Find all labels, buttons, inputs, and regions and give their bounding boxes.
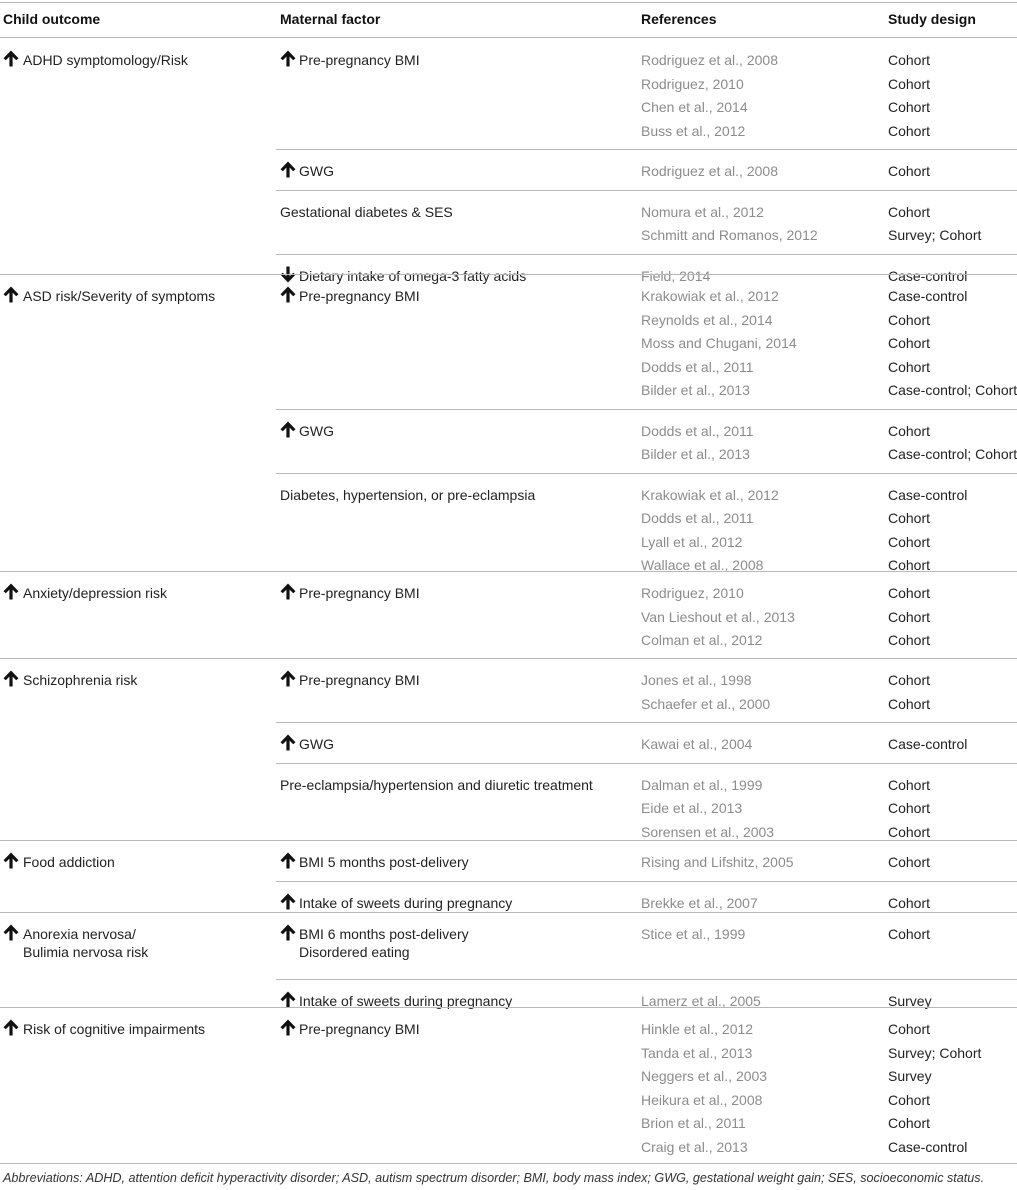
factor-rule [276, 722, 1017, 723]
abbreviations-footnote: Abbreviations: ADHD, attention deficit hyperactivity disorder; ASD, autism spectrum disorder; BMI, body mass index; GWG, gestational weight gain; SES, socioeconomic status. [3, 1171, 985, 1185]
maternal-factor-label: GWG [299, 736, 334, 752]
header-child-outcome: Child outcome [3, 11, 101, 27]
reference-cell: Schmitt and Romanos, 2012 [641, 227, 818, 243]
maternal-factor-label: Pre-pregnancy BMI [299, 1021, 420, 1037]
reference-cell: Stice et al., 1999 [641, 926, 746, 942]
label-line: Bulimia nervosa risk [23, 944, 149, 960]
maternal-factor-label: Gestational diabetes & SES [280, 203, 453, 220]
study-design-cell: Cohort [888, 311, 931, 328]
study-design-cell: Survey [888, 1068, 932, 1084]
maternal-factor-label: Intake of sweets during pregnancy [299, 993, 513, 1009]
outcome-rule [0, 912, 1017, 913]
table-bottom-rule [0, 1163, 1017, 1164]
study-design-cell: Cohort [888, 800, 931, 816]
reference-cell: Neggers et al., 2003 [641, 1068, 768, 1084]
study-design-cell: Cohort [888, 854, 931, 870]
maternal-factor-label: BMI 5 months post-delivery [299, 854, 469, 870]
study-design-cell: Cohort [888, 926, 931, 942]
reference-cell: Krakowiak et al., 2012 [641, 486, 779, 503]
up-arrow-icon [280, 1019, 296, 1036]
factor-rule [276, 190, 1017, 191]
study-design-cell: Cohort [888, 695, 931, 712]
up-arrow-icon [280, 161, 296, 178]
study-design-cell: Survey; Cohort [888, 227, 982, 243]
up-arrow-icon [3, 50, 19, 67]
reference-cell: Colman et al., 2012 [641, 632, 763, 648]
reference-cell: Dodds et al., 2011 [641, 510, 754, 526]
reference-cell: Field, 2014 [641, 267, 711, 284]
maternal-factor-label: Diabetes, hypertension, or pre-eclampsia [280, 486, 536, 503]
reference-cell: Nomura et al., 2012 [641, 203, 764, 220]
up-arrow-icon [280, 583, 296, 600]
maternal-factor-label: GWG [299, 422, 334, 439]
factor-rule [276, 763, 1017, 764]
study-design-cell: Cohort [888, 533, 931, 550]
child-outcome-label [23, 925, 148, 961]
reference-cell: Chen et al., 2014 [641, 99, 748, 115]
label-line: Anorexia nervosa/ [23, 926, 136, 942]
study-design-cell: Cohort [888, 510, 931, 526]
reference-cell: Rodriguez et al., 2008 [641, 52, 778, 68]
child-outcome-label: ASD risk/Severity of symptoms [23, 288, 216, 304]
study-design-cell: Case-control; Cohort [888, 446, 1017, 462]
outcome-rule [0, 658, 1017, 659]
reference-cell: Sorensen et al., 2003 [641, 823, 775, 840]
child-outcome-label: Schizophrenia risk [23, 672, 138, 688]
maternal-factor-label [299, 925, 469, 961]
study-design-cell: Survey [888, 993, 932, 1009]
header-references: References [641, 11, 717, 27]
reference-cell: Jones et al., 1998 [641, 672, 752, 688]
reference-cell: Eide et al., 2013 [641, 800, 743, 816]
reference-cell: Rising and Lifshitz, 2005 [641, 854, 794, 870]
header-maternal-factor: Maternal factor [280, 11, 381, 27]
reference-cell: Bilder et al., 2013 [641, 382, 750, 398]
study-design-cell: Cohort [888, 335, 931, 351]
header-study-design: Study design [888, 11, 976, 27]
study-design-cell: Cohort [888, 122, 931, 139]
up-arrow-icon [280, 991, 296, 1008]
study-design-cell: Cohort [888, 203, 931, 220]
factor-rule [276, 979, 1017, 980]
maternal-factor-label: Pre-pregnancy BMI [299, 288, 420, 304]
reference-cell: Bilder et al., 2013 [641, 446, 750, 462]
reference-cell: Brekke et al., 2007 [641, 894, 758, 911]
reference-cell: Lamerz et al., 2005 [641, 993, 761, 1009]
study-design-cell: Cohort [888, 1091, 931, 1108]
study-design-cell: Case-control [888, 267, 968, 284]
maternal-factor-label: GWG [299, 163, 334, 179]
study-design-cell: Cohort [888, 894, 931, 911]
up-arrow-icon [3, 583, 19, 600]
study-design-cell: Cohort [888, 75, 931, 92]
reference-cell: Kawai et al., 2004 [641, 736, 753, 752]
reference-cell: Brion et al., 2011 [641, 1115, 746, 1131]
outcome-rule [0, 274, 1017, 275]
up-arrow-icon [3, 924, 19, 941]
maternal-factor-label: Intake of sweets during pregnancy [299, 894, 513, 911]
reference-cell: Rodriguez, 2010 [641, 585, 744, 601]
study-design-cell: Case-control [888, 486, 968, 503]
maternal-factor-label: Pre-pregnancy BMI [299, 672, 420, 688]
study-design-cell: Cohort [888, 632, 931, 648]
maternal-factor-label: Pre-pregnancy BMI [299, 52, 420, 68]
up-arrow-icon [3, 286, 19, 303]
up-arrow-icon [280, 50, 296, 67]
study-design-cell: Cohort [888, 776, 931, 793]
factor-rule [276, 149, 1017, 150]
study-design-cell: Cohort [888, 557, 931, 573]
up-arrow-icon [3, 1019, 19, 1036]
up-arrow-icon [280, 286, 296, 303]
study-design-cell: Cohort [888, 358, 931, 375]
reference-cell: Heikura et al., 2008 [641, 1091, 763, 1108]
outcome-rule [0, 571, 1017, 572]
up-arrow-icon [280, 893, 296, 910]
reference-cell: Van Lieshout et al., 2013 [641, 608, 795, 625]
study-design-cell: Cohort [888, 608, 931, 625]
factor-rule [276, 409, 1017, 410]
reference-cell: Moss and Chugani, 2014 [641, 335, 797, 351]
study-design-cell: Cohort [888, 585, 931, 601]
study-design-cell: Case-control [888, 288, 968, 304]
reference-cell: Dodds et al., 2011 [641, 422, 754, 439]
child-outcome-label: Risk of cognitive impairments [23, 1021, 206, 1037]
factor-rule [276, 254, 1017, 255]
reference-cell: Wallace et al., 2008 [641, 557, 764, 573]
study-design-cell: Cohort [888, 52, 931, 68]
study-design-cell: Cohort [888, 823, 931, 840]
study-design-cell: Cohort [888, 99, 931, 115]
study-design-cell: Case-control [888, 736, 968, 752]
factor-rule [276, 881, 1017, 882]
up-arrow-icon [3, 670, 19, 687]
reference-cell: Rodriguez et al., 2008 [641, 163, 778, 179]
study-design-cell: Cohort [888, 672, 931, 688]
study-design-cell: Cohort [888, 1115, 931, 1131]
outcome-rule [0, 1007, 1017, 1008]
reference-cell: Schaefer et al., 2000 [641, 695, 771, 712]
study-design-cell: Survey; Cohort [888, 1044, 982, 1061]
reference-cell: Tanda et al., 2013 [641, 1044, 753, 1061]
reference-cell: Dalman et al., 1999 [641, 776, 763, 793]
up-arrow-icon [280, 734, 296, 751]
study-design-cell: Cohort [888, 1021, 931, 1037]
table-top-rule [0, 2, 1017, 3]
reference-cell: Reynolds et al., 2014 [641, 311, 773, 328]
up-arrow-icon [280, 924, 296, 941]
study-design-cell: Cohort [888, 163, 931, 179]
reference-cell: Krakowiak et al., 2012 [641, 288, 779, 304]
reference-cell: Dodds et al., 2011 [641, 358, 754, 375]
up-arrow-icon [280, 670, 296, 687]
outcome-rule [0, 840, 1017, 841]
reference-cell: Lyall et al., 2012 [641, 533, 743, 550]
up-arrow-icon [3, 852, 19, 869]
child-outcome-label: Food addiction [23, 854, 115, 870]
maternal-factor-label: Dietary intake of omega-3 fatty acids [299, 267, 527, 284]
reference-cell: Rodriguez, 2010 [641, 75, 744, 92]
study-design-cell: Cohort [888, 422, 931, 439]
reference-cell: Hinkle et al., 2012 [641, 1021, 754, 1037]
maternal-factor-label: Pre-pregnancy BMI [299, 585, 420, 601]
label-line: BMI 6 months post-delivery [299, 926, 469, 942]
label-line: Disordered eating [299, 944, 410, 960]
child-outcome-label: ADHD symptomology/Risk [23, 52, 188, 68]
header-rule [0, 37, 1017, 38]
up-arrow-icon [280, 852, 296, 869]
up-arrow-icon [280, 421, 296, 438]
study-design-cell: Case-control; Cohort [888, 382, 1017, 398]
factor-rule [276, 473, 1017, 474]
study-design-cell: Case-control [888, 1138, 968, 1155]
reference-cell: Craig et al., 2013 [641, 1138, 748, 1155]
maternal-factor-label: Pre-eclampsia/hypertension and diuretic treatment [280, 776, 593, 793]
reference-cell: Buss et al., 2012 [641, 122, 746, 139]
child-outcome-label: Anxiety/depression risk [23, 585, 167, 601]
